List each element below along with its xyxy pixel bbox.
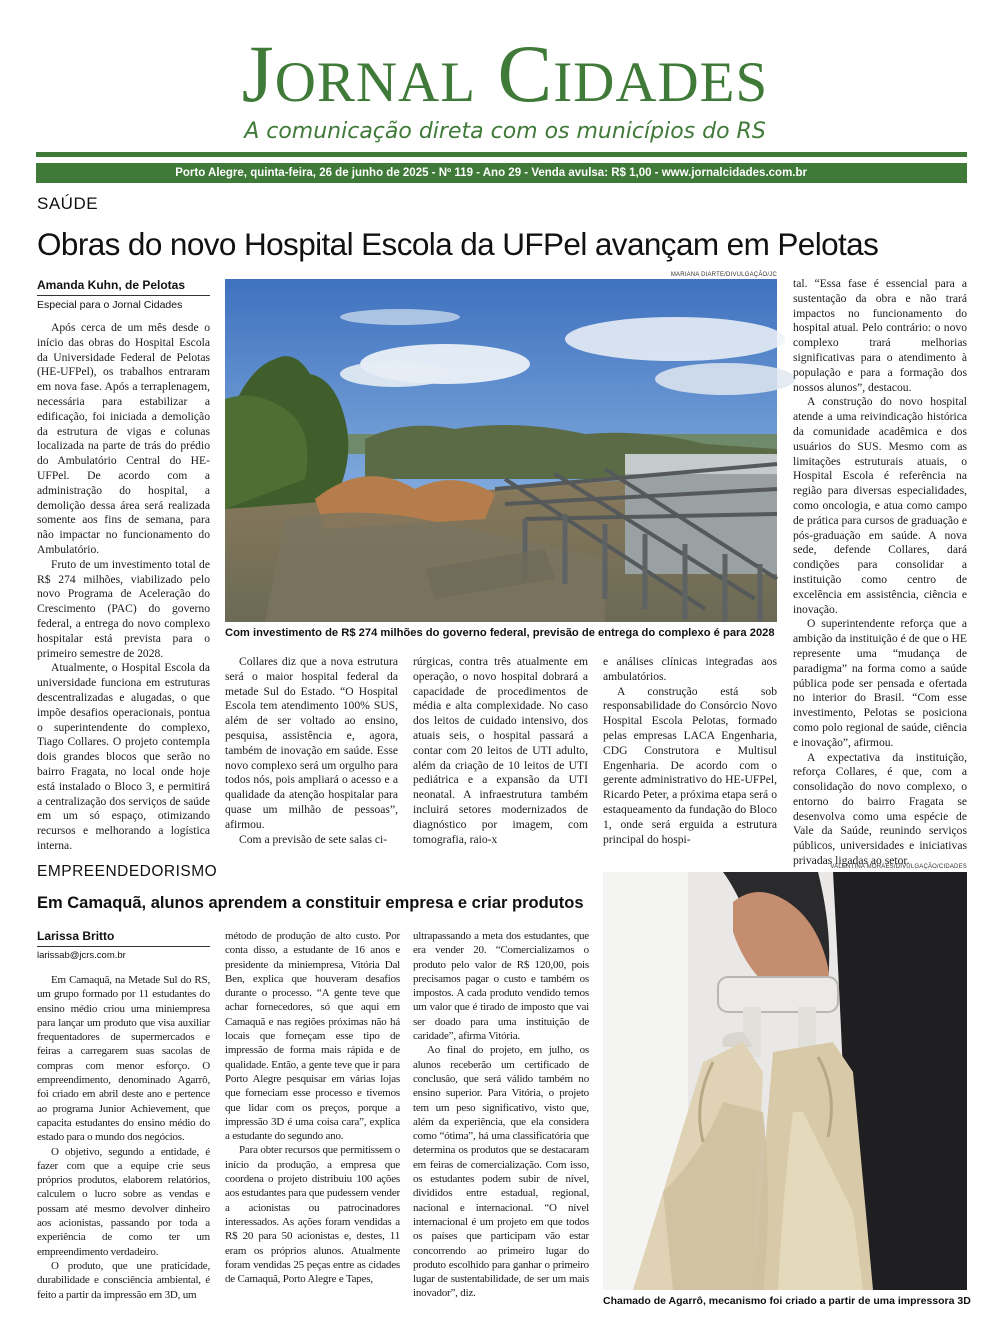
byline-author: Larissa Britto — [37, 929, 115, 943]
paragraph: A expectativa da instituição, reforça Collares, é que, com a consolidação do novo complexo, o entorno do bairro Fragata se desenvolva como uma espécie de Vale da Saúde, reunindo serviços públicos, universidades e iniciativas privadas ligadas ao setor. — [793, 750, 967, 868]
section-label-empreendedorismo: EMPREENDEDORISMO — [37, 863, 218, 880]
byline-author: Amanda Kuhn, de Pelotas — [37, 278, 186, 292]
story1-column-3 — [413, 655, 588, 846]
paragraph: Fruto de um investimento total de R$ 274 milhões, viabilizado pelo novo Programa de Aceleração do Crescimento (PAC) do governo federal, a entrega do novo complexo hospitalar está prevista para o primeiro semestre de 2028. — [37, 557, 210, 660]
masthead-logo: Jornal Cidades — [241, 28, 769, 119]
paragraph: O produto, que une praticidade, durabilidade e consciência ambiental, é feito a partir da impressão em 3D, um — [37, 1259, 210, 1301]
story2-column-3 — [413, 929, 589, 1313]
paragraph: tal. “Essa fase é essencial para a sustentação da obra e não trará impactos no funcionamento do hospital atual. Pelo contrário: o novo complexo trará melhorias significativas para o atendimento à população e para a formação dos nossos alunos”, destacou. — [793, 277, 967, 394]
paragraph: Para obter recursos que permitissem o início da produção, a empresa que coordena o projeto distribuiu 100 ações aos estudantes para que pudessem vender a acionistas ou patrocinadores interessados. As ações foram vendidas a R$ 20 para 50 acionistas e, destes, 11 eram os próprios alunos. Atualmente foram vendidas 25 peças entre as cidades de Camaquã, Porto Alegre e Tapes, — [225, 1144, 400, 1286]
paragraph: método de produção de alto custo. Por conta disso, a estudante de 16 anos e presidente da miniempresa, Vitória Dal Ben, explica que houveram desafios durante o processo. “A gente teve que achar fornecedores, só que aqui em Camaquã e nas regiões próximas não há locais que forneçam esse tipo de impressão de forma mais rápida e de qualidade. Então, a gente teve que ir para Porto Alegre pesquisar em várias lojas que forneciam esse processo e tivemos que lidar com os preços, porque a impressão 3D é uma coisa cara”, explica a estudante do segundo ano. — [225, 930, 400, 1143]
story1-column-1 — [37, 321, 210, 852]
paragraph: ultrapassando a meta dos estudantes, que era vender 20. “Comercializamos o produto pelo valor de R$ 120,00, pois precisamos pagar o custo e também os impostos. A cada produto vendido temos um valor que é tirado de imposto que vai ser doado para uma instituição de caridade”, afirma Vitória. — [413, 930, 589, 1043]
photo-caption: Chamado de Agarrô, mecanismo foi criado a partir de uma impressora 3D — [603, 1295, 971, 1307]
story2-column-1 — [37, 973, 210, 1313]
masthead-rule — [36, 152, 967, 157]
byline-rule — [37, 295, 210, 296]
paragraph: Em Camaquã, na Metade Sul do RS, um grupo formado por 11 estudantes do ensino médio criou uma miniempresa para lançar um produto que visa auxiliar frequentadores de supermercados e feiras a carregarem suas sacolas de compras com menor esforço. O empreendimento, denominado Agarrô, foi criado em abril deste ano e pertence ao programa Junior Achievement, que capacita estudantes do ensino médio do estado para o mundo dos negócios. — [37, 974, 210, 1144]
photo-caption: Com investimento de R$ 274 milhões do governo federal, previsão de entrega do complexo é para 2028 — [225, 627, 775, 639]
headline-hospital: Obras do novo Hospital Escola da UFPel avançam em Pelotas — [37, 226, 879, 262]
paragraph: Após cerca de um mês desde o início das obras do Hospital Escola da Universidade Federal de Pelotas (HE-UFPel), os trabalhos entraram em nova fase. Após a terraplenagem, necessária para estabilizar a edificação, foi iniciada a demolição da estrutura de vigas e colunas localizada na parte de trás do prédio do Ambulatório Central do HE-UFPel. De acordo com a administração do hospital, a demolição dessa área será realizada somente aos fins de semana, para não impactar no funcionamento do Ambulatório. — [37, 321, 210, 556]
byline-rule — [37, 946, 210, 947]
story2-column-2 — [225, 929, 400, 1313]
section-label-saude: SAÚDE — [37, 194, 99, 213]
product-photo — [603, 872, 967, 1290]
paragraph: e análises clínicas integradas aos ambulatórios. — [603, 655, 777, 683]
paragraph: O superintendente reforça que a ambição da instituição é de que o HE represente uma “mudança de paradigma” na forma como a saúde pública pode ser pensada e ofertada no interior do Brasil. “Com esse investimento, Pelotas se posiciona como polo regional de saúde, ciência e inovação”, afirmou. — [793, 617, 967, 749]
masthead-tagline: A comunicação direta com os municípios do RS — [244, 119, 766, 144]
byline-role: Especial para o Jornal Cidades — [37, 299, 183, 311]
photo-credit: VALENTINA MORAES/DIVULGAÇÃO/CIDADES — [830, 864, 967, 870]
paragraph: Collares diz que a nova estrutura será o maior hospital federal da metade Sul do Estado. “O Hospital Escola tem atendimento 100% SUS, além de ser voltado ao ensino, pesquisa, assistência e, agora, também de inovação em saúde. Esse novo complexo será um orgulho para todos nós, pois ampliará o acesso e a qualidade da atenção hospitalar para quase um milhão de pessoas”, afirmou. — [225, 655, 398, 831]
story1-column-4 — [603, 655, 777, 846]
headline-camaqua: Em Camaquã, alunos aprendem a constituir empresa e criar produtos — [37, 894, 584, 912]
paragraph: Ao final do projeto, em julho, os alunos receberão um certificado de conclusão, que será válido também no ensino superior. Para Vitória, o projeto tem um peso significativo, visto que, além da experiência, que ela considera como “ótima”, há uma classificatória que determina os produtos que se destacaram em feiras de comercialização. Com isso, os estudantes podem subir de nível, divididos entre estadual, regional, nacional e internacional. “O nível internacional é um projeto em que todos os países que participam vão estar concorrendo ao primeiro lugar do produto escolhido para ganhar o primeiro lugar de sustentabilidade, de ser um mais inovador”, diz. — [413, 1044, 589, 1300]
story1-column-2 — [225, 655, 398, 846]
byline-email: larissab@jcrs.com.br — [37, 950, 126, 961]
paragraph: A construção está sob responsabilidade do Consórcio Novo Hospital Escola Pelotas, formado pelas empresas LACA Engenharia, CDG Construtora e Multisul Engenharia. De acordo com o gerente administrativo do HE-UFPel, Ricardo Peter, a próxima etapa será o estaqueamento da fundação do Bloco 1, onde será erguida a estrutura principal do hospi- — [603, 684, 777, 846]
paragraph: O objetivo, segundo a entidade, é fazer com que a equipe crie seus próprios produtos, elaborem relatórios, calculem o lucro sobre as vendas e possam até mesmo devolver dinheiro aos acionistas, passando por toda a experiência de como ter um empreendimento verdadeiro. — [37, 1145, 210, 1258]
dateline-bar: Porto Alegre, quinta-feira, 26 de junho de 2025 - Nº 119 - Ano 29 - Venda avulsa: R$ 1,00 - www.jornalcidades.com.br — [36, 163, 967, 183]
paragraph: Atualmente, o Hospital Escola da universidade funciona em estruturas descentralizadas e alugadas, o que impõe desafios operacionais, pontua o superintendente do complexo, Tiago Collares. O projeto contempla dois grandes blocos que serão no bairro Fragata, no local onde hoje está instalado o Bloco 3, e permitirá a centralização dos serviços de saúde em um só espaço, otimizando recursos e melhorando a logística interna. — [37, 661, 210, 852]
construction-site-photo — [225, 279, 777, 622]
photo-credit: MARIANA DIARTE/DIVULGAÇÃO/JC — [670, 272, 777, 278]
paragraph: rúrgicas, contra três atualmente em operação, o novo hospital dobrará a capacidade de procedimentos de média e alta complexidade. No caso dos leitos de cuidado intensivo, dos atuais seis, o hospital passará a contar com 20 leitos de UTI adulto, além da criação de 10 leitos de UTI pediátrica e a expansão da UTI neonatal. A infraestrutura também incluirá setores modernizados de diagnóstico por imagem, com tomografia, raio-x — [413, 655, 588, 846]
paragraph: Com a previsão de sete salas ci- — [239, 832, 388, 846]
paragraph: A construção do novo hospital atende a uma reivindicação histórica da comunidade acadêmica e dos usuários do SUS. Mesmo com as limitações estruturais atuais, o Hospital Escola é referência na região para diversas especialidades, como oncologia, e atua como campo de prática para cursos de graduação e pós-graduação em saúde. A nova sede, defende Collares, dará condições para consolidar a instituição como centro de excelência em assistência, ciência e inovação. — [793, 395, 967, 616]
